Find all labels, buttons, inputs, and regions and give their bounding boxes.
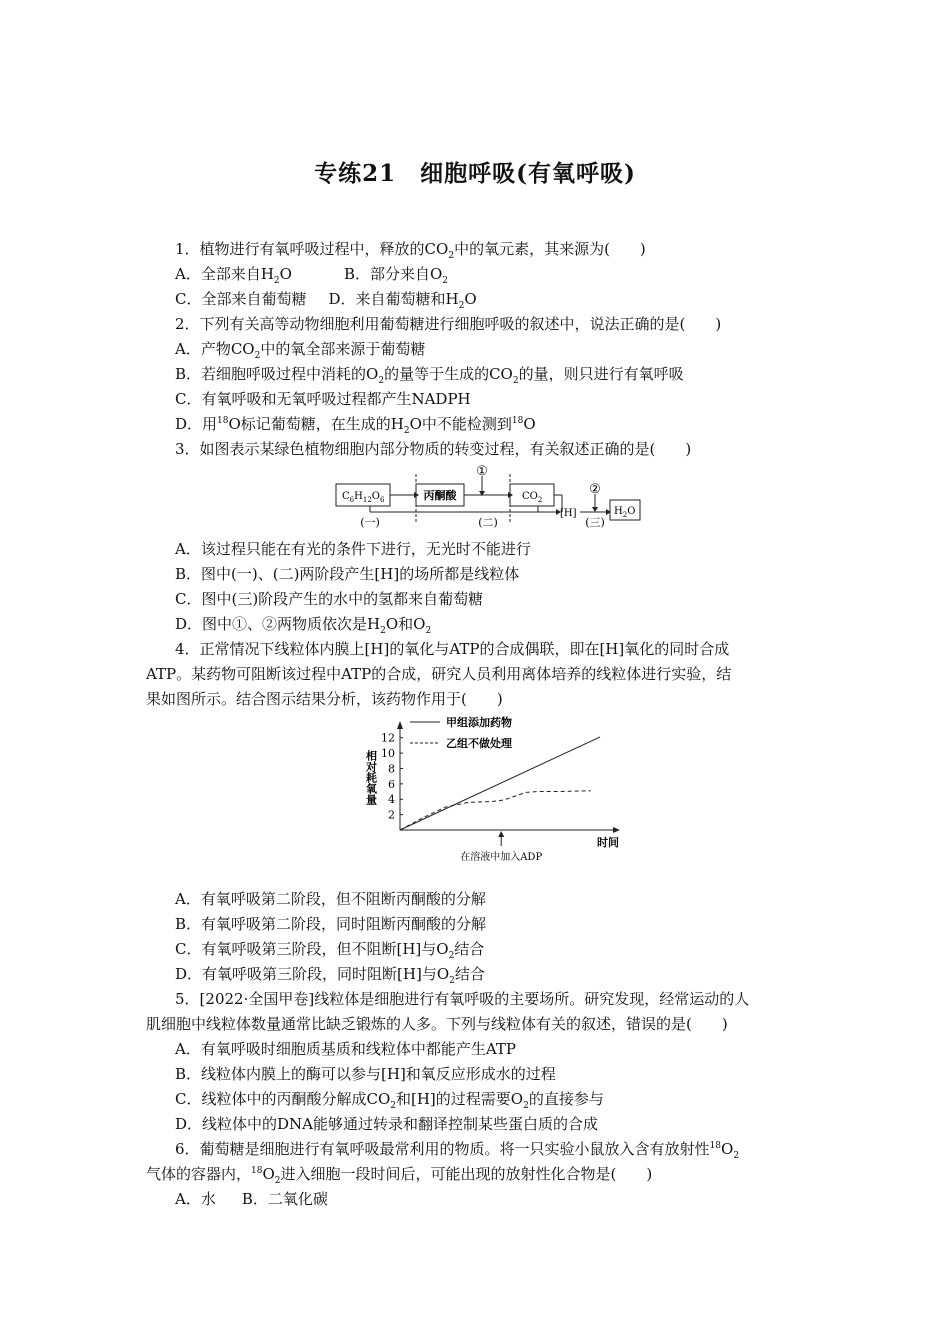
q1-option-d[interactable]: D．来自葡萄糖和$H_2O$ — [328, 290, 477, 311]
x-axis-arrow — [613, 827, 620, 833]
q3-stem: 3．如图表示某绿色植物细胞内部分物质的转变过程，有关叙述正确的是( ) — [175, 440, 692, 458]
y-tick-label: 10 — [381, 747, 395, 761]
q3-option-c[interactable]: C．图中(三)阶段产生的水中的氢都来自葡萄糖 — [175, 590, 484, 608]
q4-option-d[interactable]: D．有氧呼吸第三阶段，同时阻断[H]与$O_2$结合 — [175, 965, 485, 986]
q6-option-b[interactable]: B．二氧化碳 — [241, 1190, 328, 1208]
pyruvate-label: 丙酮酸 — [423, 489, 457, 502]
annotation-arrow-head — [498, 831, 504, 837]
q2-option-c[interactable]: C．有氧呼吸和无氧呼吸过程都产生NADPH — [175, 390, 471, 408]
stage-3-label: (三) — [585, 516, 605, 529]
q3-diagram — [330, 462, 650, 532]
q6-options — [175, 1187, 835, 1212]
q1-stem: 1．植物进行有氧呼吸过程中，释放的$CO_2$中的氧元素，其来源为( ) — [175, 240, 646, 261]
q5-option-c[interactable]: C．线粒体中的丙酮酸分解成$CO_2$和[H]的过程需要$O_2$的直接参与 — [175, 1090, 604, 1111]
q6-option-a[interactable]: A．水 — [175, 1190, 216, 1208]
q4-chart — [360, 712, 625, 868]
legend-series-2: 乙组不做处理 — [446, 737, 512, 750]
stage-2-label: (二) — [478, 516, 498, 529]
q5-stem-line1: 5．[2022·全国甲卷]线粒体是细胞进行有氧呼吸的主要场所。研究发现，经常运动的人 — [175, 990, 750, 1008]
y-axis-label: 相对耗氧量 — [364, 750, 378, 805]
q4-stem-line2: ATP。某药物可阻断该过程中ATP的合成，研究人员利用离体培养的线粒体进行实验，结 — [146, 665, 732, 683]
y-tick-label: 6 — [388, 777, 395, 791]
glucose-label: $C_6H_{12}O_6$ — [342, 491, 385, 504]
q1-option-c[interactable]: C．全部来自葡萄糖 — [175, 290, 307, 308]
mark-1: ① — [476, 464, 488, 479]
q4-stem-line1: 4．正常情况下线粒体内膜上[H]的氧化与ATP的合成偶联，即在[H]氧化的同时合成 — [175, 640, 730, 658]
y-axis-arrow — [397, 721, 403, 729]
q1-option-a[interactable]: A．全部来自$H_2O$ — [175, 265, 292, 286]
series-line-2 — [400, 791, 591, 830]
q6-stem-line2: 气体的容器内，$^{18}O_2$进入细胞一段时间后，可能出现的放射性化合物是( ) — [146, 1165, 653, 1186]
q1-options-ab — [175, 262, 835, 287]
q2-option-b[interactable]: B．若细胞呼吸过程中消耗的$O_2$的量等于生成的$CO_2$的量，则只进行有氧呼吸 — [175, 365, 684, 386]
y-tick-label: 2 — [388, 808, 395, 822]
water-label: $H_2O$ — [614, 506, 636, 519]
q4-option-a[interactable]: A．有氧呼吸第二阶段，但不阻断丙酮酸的分解 — [175, 890, 486, 908]
q3-option-b[interactable]: B．图中(一)、(二)两阶段产生[H]的场所都是线粒体 — [175, 565, 520, 583]
y-tick-label: 4 — [388, 793, 395, 807]
y-tick-label: 8 — [388, 762, 395, 776]
q4-stem-line3: 果如图所示。结合图示结果分析，该药物作用于( ) — [146, 690, 503, 708]
q3-option-a[interactable]: A．该过程只能在有光的条件下进行，无光时不能进行 — [175, 540, 531, 558]
q4-option-c[interactable]: C．有氧呼吸第三阶段，但不阻断[H]与$O_2$结合 — [175, 940, 485, 961]
q5-stem-line2: 肌细胞中线粒体数量通常比缺乏锻炼的人多。下列与线粒体有关的叙述，错误的是( ) — [146, 1015, 728, 1033]
series-line-1 — [400, 737, 600, 830]
x-axis-label: 时间 — [597, 836, 619, 849]
q1-option-b[interactable]: B．部分来自$O_2$ — [343, 265, 449, 286]
q5-option-b[interactable]: B．线粒体内膜上的酶可以参与[H]和氧反应形成水的过程 — [175, 1065, 556, 1083]
q3-option-d[interactable]: D．图中①、②两物质依次是$H_2O$和$O_2$ — [175, 615, 432, 636]
q2-option-a[interactable]: A．产物$CO_2$中的氧全部来源于葡萄糖 — [175, 340, 426, 361]
q5-option-a[interactable]: A．有氧呼吸时细胞质基质和线粒体中都能产生ATP — [175, 1040, 516, 1058]
stage-1-label: (一) — [360, 516, 380, 529]
q5-option-d[interactable]: D．线粒体中的DNA能够通过转录和翻译控制某些蛋白质的合成 — [175, 1115, 599, 1133]
q6-stem-line1: 6．葡萄糖是细胞进行有氧呼吸最常利用的物质。将一只实验小鼠放入含有放射性$^{18}O_2$ — [175, 1140, 740, 1161]
y-tick-label: 12 — [381, 731, 395, 745]
q4-option-b[interactable]: B．有氧呼吸第二阶段，同时阻断丙酮酸的分解 — [175, 915, 487, 933]
page-title: 专练21 细胞呼吸(有氧呼吸) — [314, 160, 636, 187]
annotation-label: 在溶液中加入ADP — [460, 852, 543, 863]
legend-series-1: 甲组添加药物 — [446, 716, 512, 729]
h-label: [H] — [560, 508, 577, 519]
mark-2: ② — [589, 482, 601, 497]
q2-stem: 2．下列有关高等动物细胞利用葡萄糖进行细胞呼吸的叙述中，说法正确的是( ) — [175, 315, 722, 333]
q2-option-d[interactable]: D．用$^{18}$O标记葡萄糖，在生成的$H_2O$中不能检测到$^{18}$O — [175, 415, 536, 436]
q1-options-cd — [175, 287, 835, 312]
co2-label: $CO_2$ — [522, 491, 543, 504]
